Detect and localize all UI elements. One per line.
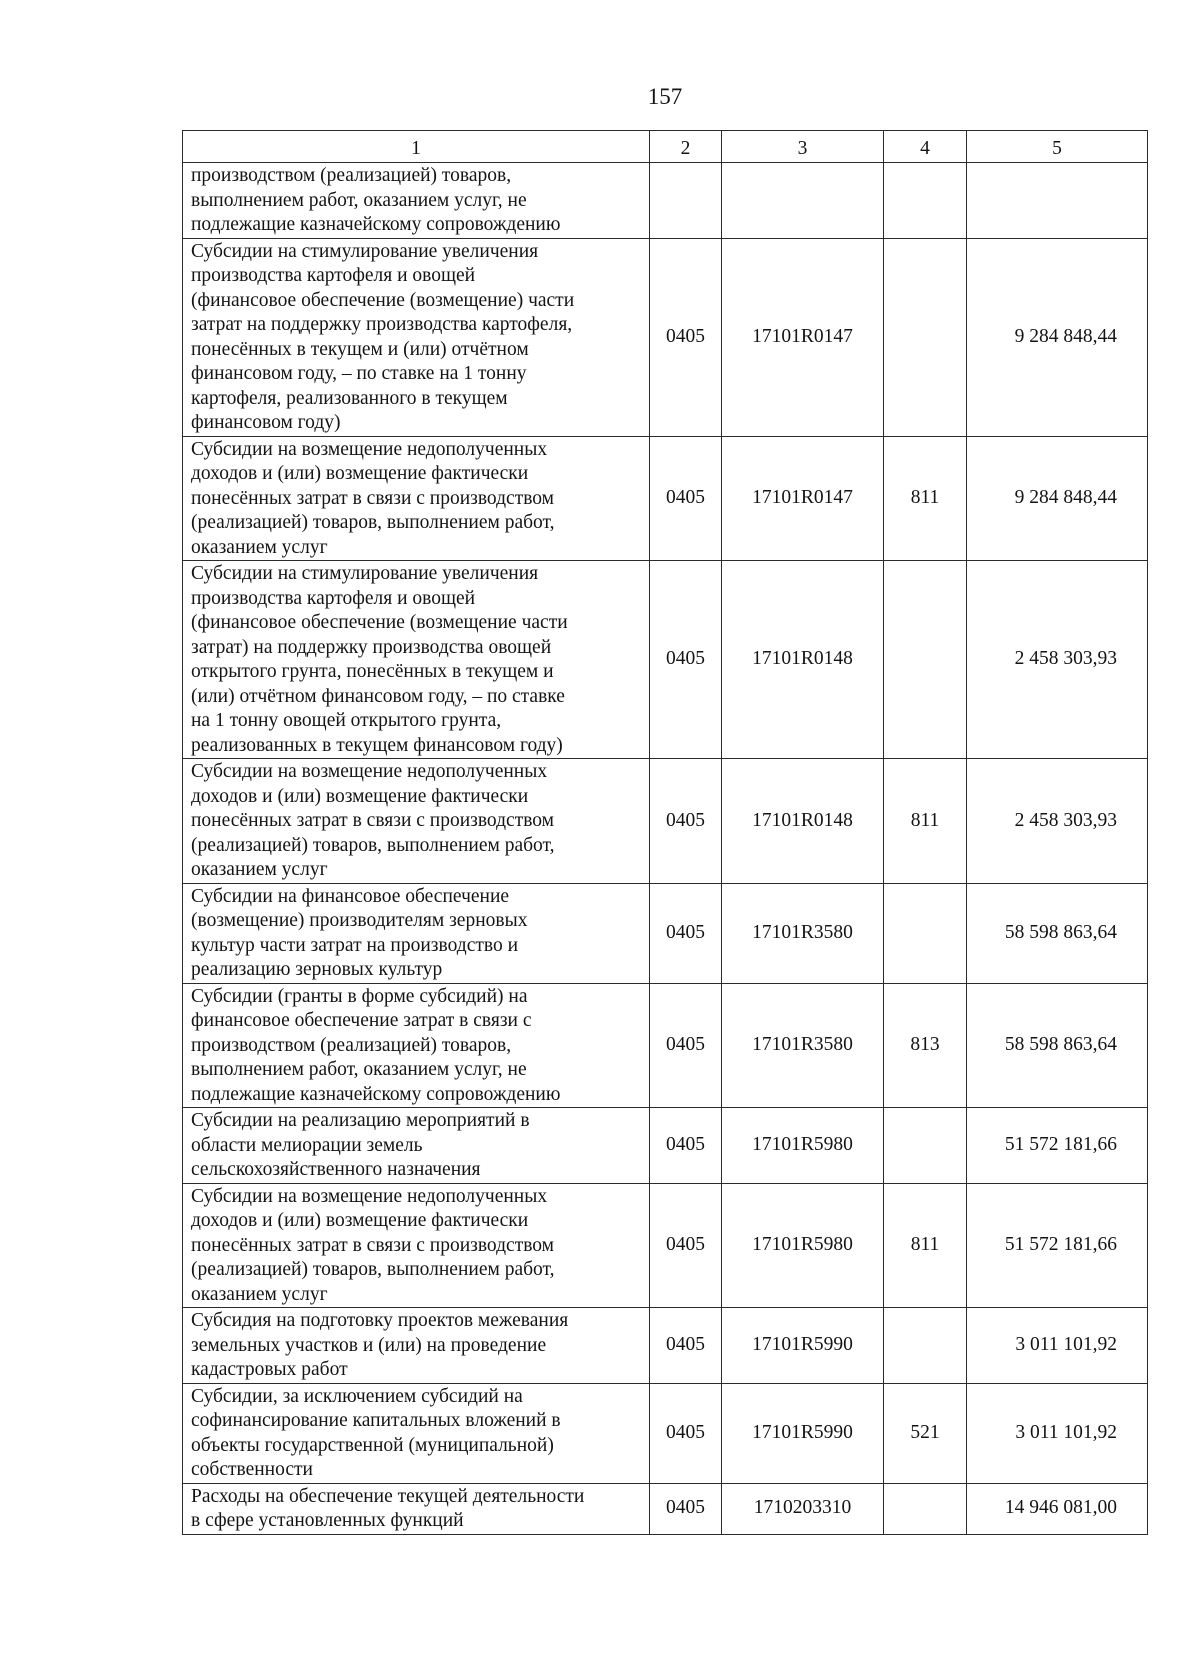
target-code: 17101R0147 <box>722 436 884 561</box>
target-code: 17101R5990 <box>722 1383 884 1483</box>
table-row <box>183 238 1148 436</box>
row-description <box>183 163 650 239</box>
description-line: софинансирование капитальных вложений в <box>191 1410 561 1431</box>
description-line: открытого грунта, понесённых в текущем и <box>191 661 554 682</box>
row-description <box>183 238 650 436</box>
row-description <box>183 759 650 884</box>
section-code: 0405 <box>650 883 722 983</box>
amount: 3 011 101,92 <box>967 1383 1148 1483</box>
column-header-2: 2 <box>650 131 722 163</box>
row-description <box>183 883 650 983</box>
description-line: подлежащие казначейскому сопровождению <box>191 214 561 235</box>
description-line: реализованных в текущем финансовом году) <box>191 734 563 756</box>
section-code: 0405 <box>650 759 722 884</box>
expense-type-code: 813 <box>884 983 967 1108</box>
section-code: 0405 <box>650 1383 722 1483</box>
description-line: выполнением работ, оказанием услуг, не <box>191 189 527 211</box>
description-line: Расходы на обеспечение текущей деятельности <box>191 1485 585 1507</box>
section-code: 0405 <box>650 1108 722 1184</box>
description-line: картофеля, реализованного в текущем <box>191 387 508 409</box>
row-description <box>183 561 650 759</box>
description-line: понесённых затрат в связи с производством <box>191 487 555 509</box>
column-header-3: 3 <box>722 131 884 163</box>
description-line: оказанием услуг <box>191 1283 328 1305</box>
table-row <box>183 1183 1148 1308</box>
description-line: производства картофеля и овощей <box>191 265 476 286</box>
expense-type-code <box>884 1108 967 1184</box>
target-code <box>722 163 884 239</box>
description-line: выполнением работ, оказанием услуг, не <box>191 1059 527 1080</box>
expense-type-code <box>884 238 967 436</box>
description-line: (финансовое обеспечение (возмещение части <box>191 612 568 633</box>
amount: 9 284 848,44 <box>967 436 1148 561</box>
section-code: 0405 <box>650 1308 722 1384</box>
expense-type-code <box>884 561 967 759</box>
expense-type-code: 811 <box>884 436 967 561</box>
table-row <box>183 759 1148 884</box>
table-row <box>183 1383 1148 1483</box>
target-code: 17101R0148 <box>722 759 884 884</box>
description-line: собственности <box>191 1459 313 1480</box>
description-line: затрат) на поддержку производства овощей <box>191 636 552 658</box>
description-line: кадастровых работ <box>191 1359 348 1380</box>
target-code: 1710203310 <box>722 1483 884 1534</box>
description-line: земельных участков и (или) на проведение <box>191 1334 547 1356</box>
expense-type-code <box>884 1308 967 1384</box>
description-line: (реализацией) товаров, выполнением работ, <box>191 512 555 533</box>
description-line: финансовое обеспечение затрат в связи с <box>191 1010 532 1031</box>
description-line: доходов и (или) возмещение фактически <box>191 463 529 484</box>
amount: 58 598 863,64 <box>967 983 1148 1108</box>
expense-type-code: 811 <box>884 759 967 884</box>
expense-type-code: 521 <box>884 1383 967 1483</box>
description-line: культур части затрат на производство и <box>191 934 519 956</box>
table-row <box>183 983 1148 1108</box>
budget-table <box>182 130 1148 1535</box>
column-header-5: 5 <box>967 131 1148 163</box>
description-line: (возмещение) производителям зерновых <box>191 910 528 931</box>
table-row <box>183 561 1148 759</box>
description-line: (реализацией) товаров, выполнением работ, <box>191 1259 555 1280</box>
section-code <box>650 163 722 239</box>
column-header-1: 1 <box>183 131 650 163</box>
amount: 51 572 181,66 <box>967 1183 1148 1308</box>
target-code: 17101R0148 <box>722 561 884 759</box>
target-code: 17101R0147 <box>722 238 884 436</box>
table-header-row <box>183 131 1148 163</box>
description-line: подлежащие казначейскому сопровождению <box>191 1083 561 1105</box>
amount: 3 011 101,92 <box>967 1308 1148 1384</box>
description-line: доходов и (или) возмещение фактически <box>191 785 529 807</box>
section-code: 0405 <box>650 238 722 436</box>
description-line: финансовом году, – по ставке на 1 тонну <box>191 363 527 384</box>
table-row <box>183 163 1148 239</box>
section-code: 0405 <box>650 436 722 561</box>
description-line: производством (реализацией) товаров, <box>191 165 512 186</box>
target-code: 17101R3580 <box>722 983 884 1108</box>
description-line: доходов и (или) возмещение фактически <box>191 1210 529 1231</box>
description-line: сельскохозяйственного назначения <box>191 1159 481 1180</box>
budget-table-body <box>183 131 1148 1535</box>
description-line: (реализацией) товаров, выполнением работ, <box>191 834 555 856</box>
table-row <box>183 436 1148 561</box>
description-line: Субсидии на возмещение недополученных <box>191 761 548 782</box>
description-line: производства картофеля и овощей <box>191 587 476 609</box>
row-description <box>183 1483 650 1534</box>
description-line: Субсидии на возмещение недополученных <box>191 438 548 460</box>
description-line: реализацию зерновых культур <box>191 959 443 980</box>
description-line: Субсидии на реализацию мероприятий в <box>191 1110 530 1131</box>
row-description <box>183 983 650 1108</box>
expense-type-code <box>884 163 967 239</box>
description-line: на 1 тонну овощей открытого грунта, <box>191 710 502 731</box>
description-line: (или) отчётном финансовом году, – по ставке <box>191 685 565 707</box>
target-code: 17101R5980 <box>722 1183 884 1308</box>
description-line: Субсидии на стимулирование увеличения <box>191 563 539 584</box>
amount: 51 572 181,66 <box>967 1108 1148 1184</box>
section-code: 0405 <box>650 1483 722 1534</box>
expense-type-code <box>884 883 967 983</box>
description-line: затрат на поддержку производства картофеля, <box>191 314 573 335</box>
description-line: понесённых затрат в связи с производством <box>191 810 555 831</box>
description-line: Субсидии на финансовое обеспечение <box>191 885 510 907</box>
description-line: понесённых в текущем и (или) отчётном <box>191 338 529 360</box>
section-code: 0405 <box>650 1183 722 1308</box>
table-row <box>183 1308 1148 1384</box>
description-line: Субсидии на возмещение недополученных <box>191 1185 548 1207</box>
description-line: Субсидия на подготовку проектов межевания <box>191 1310 569 1331</box>
description-line: Субсидии, за исключением субсидий на <box>191 1385 523 1407</box>
table-row <box>183 1108 1148 1184</box>
description-line: области мелиорации земель <box>191 1134 423 1156</box>
target-code: 17101R3580 <box>722 883 884 983</box>
description-line: финансовом году) <box>191 412 341 433</box>
description-line: понесённых затрат в связи с производством <box>191 1234 555 1256</box>
row-description <box>183 436 650 561</box>
description-line: объекты государственной (муниципальной) <box>191 1434 554 1456</box>
section-code: 0405 <box>650 983 722 1108</box>
description-line: оказанием услуг <box>191 536 328 558</box>
row-description <box>183 1183 650 1308</box>
page-number: 157 <box>647 84 683 109</box>
expense-type-code: 811 <box>884 1183 967 1308</box>
row-description <box>183 1108 650 1184</box>
amount <box>967 163 1148 239</box>
target-code: 17101R5990 <box>722 1308 884 1384</box>
amount: 2 458 303,93 <box>967 561 1148 759</box>
expense-type-code <box>884 1483 967 1534</box>
amount: 58 598 863,64 <box>967 883 1148 983</box>
description-line: Субсидии на стимулирование увеличения <box>191 240 539 262</box>
row-description <box>183 1308 650 1384</box>
table-row <box>183 1483 1148 1534</box>
section-code: 0405 <box>650 561 722 759</box>
table-row <box>183 883 1148 983</box>
description-line: оказанием услуг <box>191 859 328 880</box>
target-code: 17101R5980 <box>722 1108 884 1184</box>
description-line: в сфере установленных функций <box>191 1510 464 1531</box>
description-line: (финансовое обеспечение (возмещение) части <box>191 289 575 311</box>
description-line: производством (реализацией) товаров, <box>191 1034 512 1056</box>
description-line: Субсидии (гранты в форме субсидий) на <box>191 985 528 1007</box>
amount: 2 458 303,93 <box>967 759 1148 884</box>
amount: 14 946 081,00 <box>967 1483 1148 1534</box>
row-description <box>183 1383 650 1483</box>
column-header-4: 4 <box>884 131 967 163</box>
amount: 9 284 848,44 <box>967 238 1148 436</box>
